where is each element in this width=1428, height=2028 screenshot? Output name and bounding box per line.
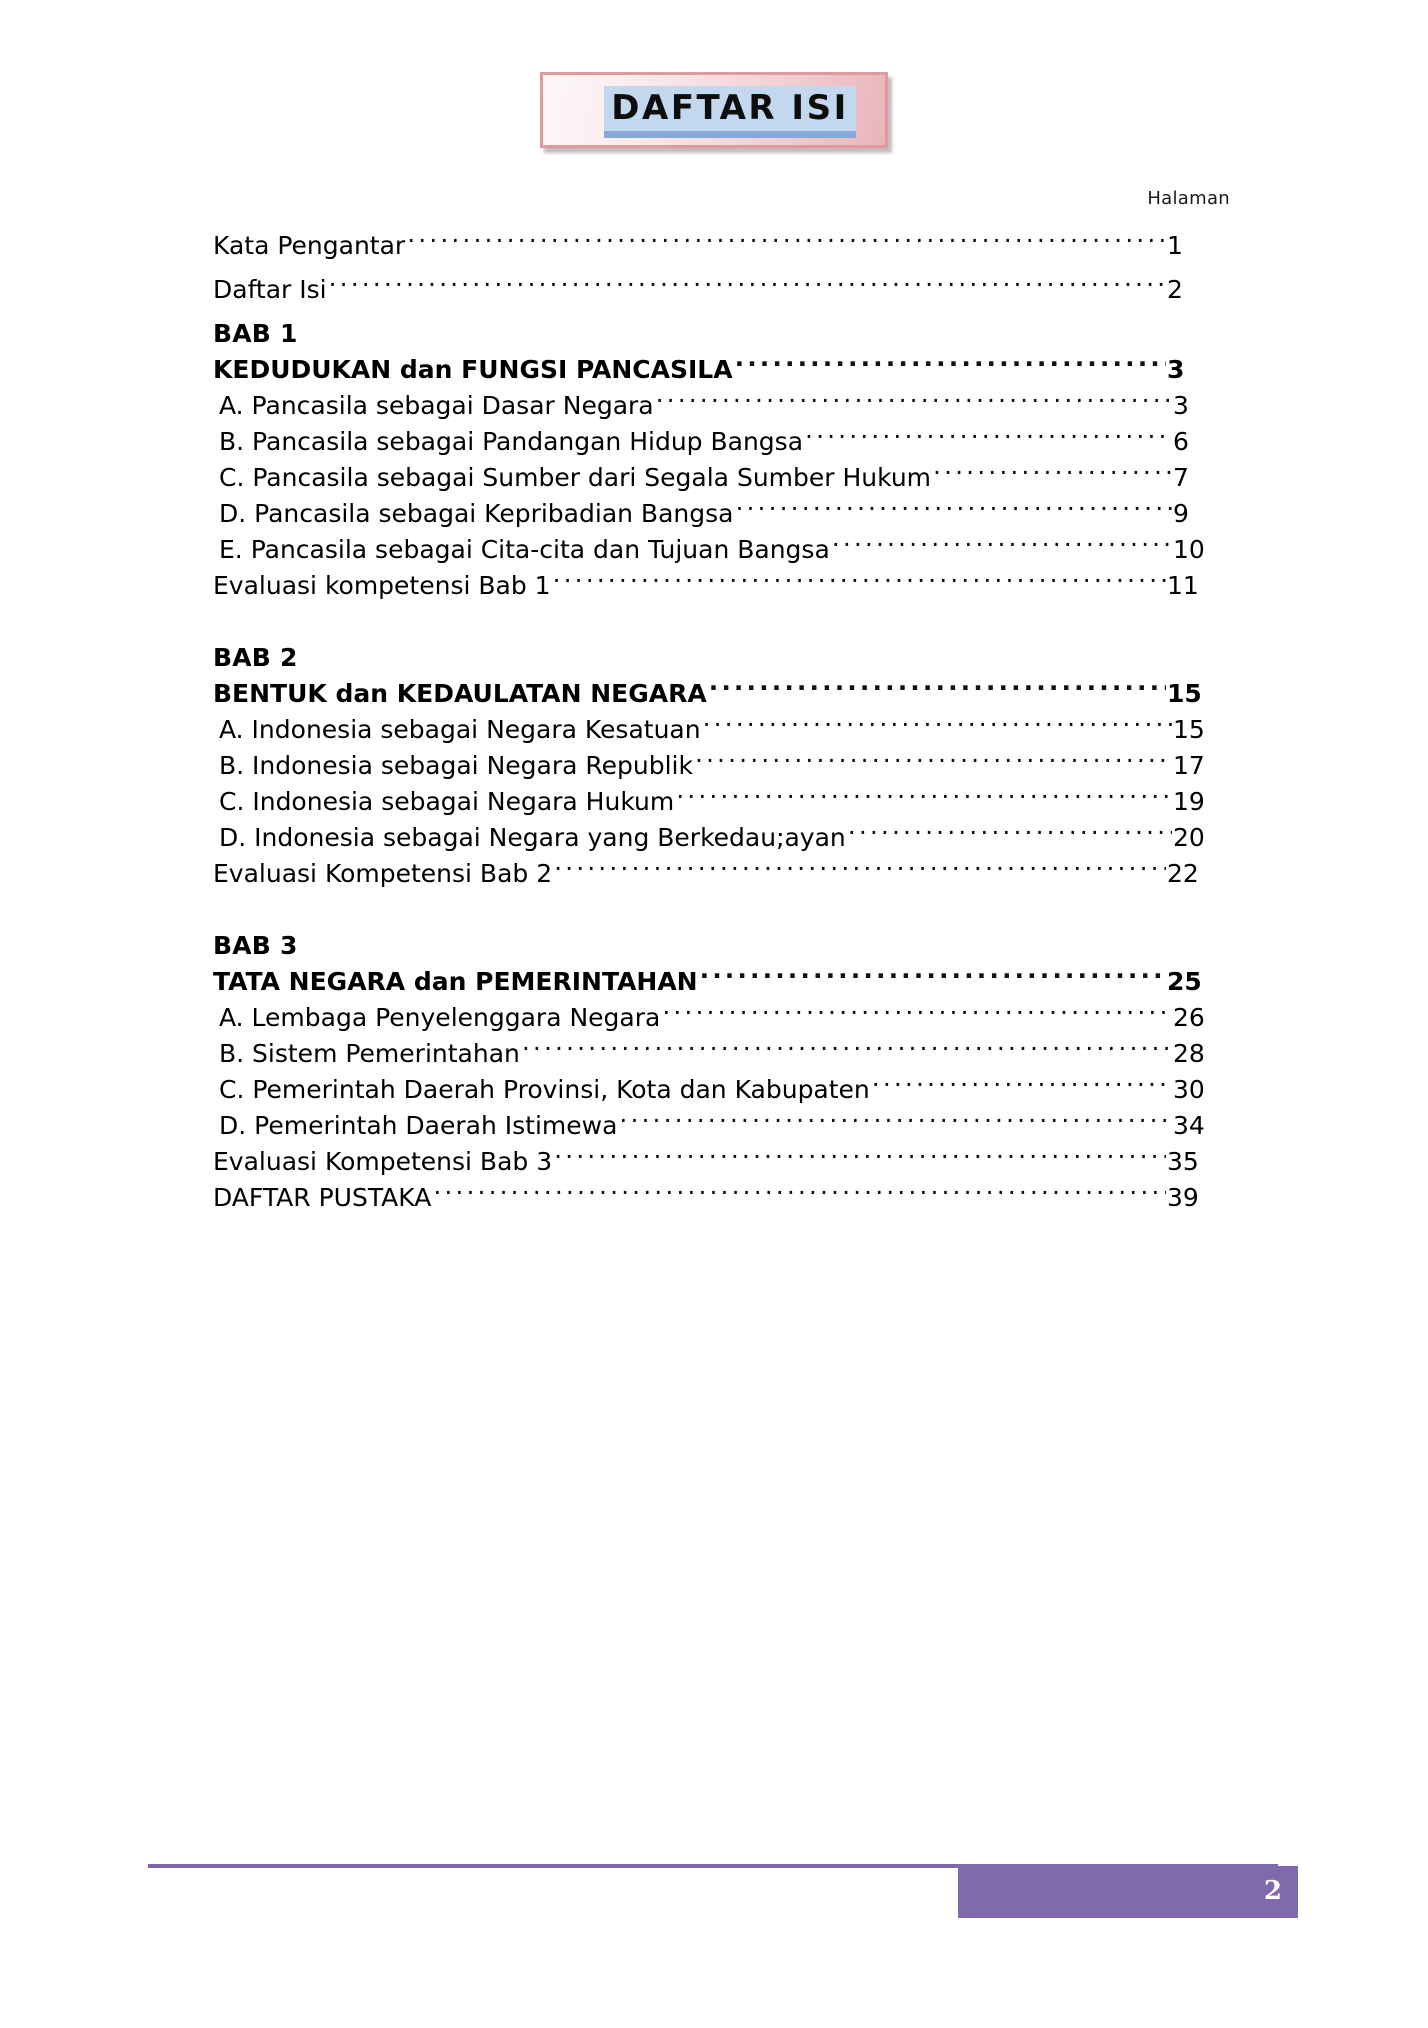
toc-entry-label: B. Indonesia sebagai Negara Republik (219, 751, 693, 780)
dot-leader (848, 821, 1172, 846)
toc-entry[interactable] (213, 1000, 1229, 1036)
toc-entry-page: 6 (1173, 427, 1189, 456)
chapter-label-bab-2 (213, 640, 1223, 676)
toc-entry-label: A. Pancasila sebagai Dasar Negara (219, 391, 654, 420)
dot-leader (300, 641, 1166, 666)
toc-entry[interactable] (213, 784, 1229, 820)
footer-page-number-box (958, 1866, 1298, 1918)
toc-entry-label: Kata Pengantar (213, 231, 406, 260)
toc-entry-label: Evaluasi Kompetensi Bab 2 (213, 859, 553, 888)
section-gap (213, 604, 1223, 640)
dot-leader (619, 1109, 1172, 1134)
title-banner-container (0, 72, 1428, 152)
toc-entry[interactable] (213, 496, 1229, 532)
chapter-label-bab-1 (213, 316, 1223, 352)
toc-entry-page: 15 (1173, 715, 1205, 744)
chapter-label-text: BAB 3 (213, 931, 298, 960)
dot-leader (300, 317, 1166, 342)
toc-entry-page: 34 (1173, 1111, 1205, 1140)
dot-leader (676, 785, 1172, 810)
dot-leader (700, 965, 1166, 990)
toc-entry-page: 7 (1173, 463, 1189, 492)
title-highlight-box (604, 86, 856, 138)
dot-leader (522, 1037, 1172, 1062)
toc-entry[interactable] (213, 388, 1229, 424)
dot-leader (329, 273, 1166, 298)
chapter-label-text: BAB 1 (213, 319, 298, 348)
toc-entry[interactable] (213, 424, 1229, 460)
dot-leader (709, 677, 1166, 702)
footer-page-number: 2 (1263, 1876, 1282, 1906)
dot-leader (695, 749, 1172, 774)
toc-entry-page: 30 (1173, 1075, 1205, 1104)
toc-entry-label: D. Pancasila sebagai Kepribadian Bangsa (219, 499, 734, 528)
chapter-title-text: KEDUDUKAN dan FUNGSI PANCASILA (213, 355, 733, 384)
toc-entry-evaluasi-bab-1[interactable] (213, 568, 1223, 604)
chapter-label-bab-3 (213, 928, 1223, 964)
toc-entry-page: 2 (1167, 275, 1183, 304)
toc-entry-page: 3 (1173, 391, 1189, 420)
toc-entry-label: A. Lembaga Penyelenggara Negara (219, 1003, 661, 1032)
toc-entry-kata-pengantar[interactable] (213, 228, 1223, 264)
toc-entry[interactable] (213, 1036, 1229, 1072)
toc-entry-page: 9 (1173, 499, 1189, 528)
chapter-title-page: 25 (1167, 967, 1202, 996)
toc-entry-page: 28 (1173, 1039, 1205, 1068)
toc-entry-label: C. Indonesia sebagai Negara Hukum (219, 787, 675, 816)
dot-leader (933, 461, 1172, 486)
chapter-title-bab-3[interactable] (213, 964, 1223, 1000)
toc-entry-label: C. Pancasila sebagai Sumber dari Segala Sumber Hukum (219, 463, 932, 492)
toc-entry-evaluasi-bab-3[interactable] (213, 1144, 1223, 1180)
toc-entry-label: D. Pemerintah Daerah Istimewa (219, 1111, 618, 1140)
chapter-title-page: 3 (1167, 355, 1185, 384)
chapter-title-text: BENTUK dan KEDAULATAN NEGARA (213, 679, 707, 708)
toc-entry-page: 26 (1173, 1003, 1205, 1032)
column-header-halaman: Halaman (1147, 188, 1230, 209)
toc-entry-page: 11 (1167, 571, 1199, 600)
dot-leader (805, 425, 1172, 450)
toc-entry-page: 19 (1173, 787, 1205, 816)
toc-entry-label: C. Pemerintah Daerah Provinsi, Kota dan Kabupaten (219, 1075, 870, 1104)
toc-entry-evaluasi-bab-2[interactable] (213, 856, 1223, 892)
toc-entry-page: 22 (1167, 859, 1199, 888)
toc-entry-label: E. Pancasila sebagai Cita-cita dan Tujuan Bangsa (219, 535, 830, 564)
chapter-title-bab-1[interactable] (213, 352, 1223, 388)
title-banner (540, 72, 888, 148)
toc-entry-label: A. Indonesia sebagai Negara Kesatuan (219, 715, 701, 744)
toc-entry[interactable] (213, 820, 1229, 856)
toc-entry[interactable] (213, 1108, 1229, 1144)
toc-entry-page: 39 (1167, 1183, 1199, 1212)
toc-entry-label: Evaluasi kompetensi Bab 1 (213, 571, 551, 600)
dot-leader (703, 713, 1172, 738)
chapter-title-text: TATA NEGARA dan PEMERINTAHAN (213, 967, 698, 996)
dot-leader (433, 1181, 1166, 1206)
toc-entry-label: DAFTAR PUSTAKA (213, 1183, 432, 1212)
dot-leader (735, 353, 1166, 378)
toc-entry[interactable] (213, 748, 1229, 784)
toc-entry-label: B. Sistem Pemerintahan (219, 1039, 520, 1068)
toc-entry-label: Daftar Isi (213, 275, 327, 304)
dot-leader (662, 1001, 1172, 1026)
chapter-title-page: 15 (1167, 679, 1202, 708)
toc-entry-label: B. Pancasila sebagai Pandangan Hidup Bangsa (219, 427, 804, 456)
toc-entry-page: 35 (1167, 1147, 1199, 1176)
page-title: DAFTAR ISI (611, 88, 849, 128)
toc-entry-page: 1 (1167, 231, 1183, 260)
dot-leader (832, 533, 1172, 558)
dot-leader (735, 497, 1172, 522)
toc-entry[interactable] (213, 712, 1229, 748)
toc-entry[interactable] (213, 1072, 1229, 1108)
dot-leader (872, 1073, 1172, 1098)
dot-leader (554, 1145, 1166, 1170)
table-of-contents (213, 228, 1223, 1216)
toc-entry[interactable] (213, 532, 1229, 568)
toc-entry-label: D. Indonesia sebagai Negara yang Berkedau;ayan (219, 823, 846, 852)
toc-entry-daftar-isi[interactable] (213, 272, 1223, 308)
toc-entry-page: 20 (1173, 823, 1205, 852)
toc-entry-daftar-pustaka[interactable] (213, 1180, 1223, 1216)
dot-leader (553, 569, 1166, 594)
dot-leader (407, 229, 1166, 254)
toc-entry-label: Evaluasi Kompetensi Bab 3 (213, 1147, 553, 1176)
toc-entry-page: 10 (1173, 535, 1205, 564)
chapter-title-bab-2[interactable] (213, 676, 1223, 712)
toc-entry-page: 17 (1173, 751, 1205, 780)
chapter-label-text: BAB 2 (213, 643, 298, 672)
dot-leader (300, 929, 1166, 954)
section-gap (213, 892, 1223, 928)
toc-entry[interactable] (213, 460, 1229, 496)
dot-leader (554, 857, 1166, 882)
dot-leader (656, 389, 1172, 414)
